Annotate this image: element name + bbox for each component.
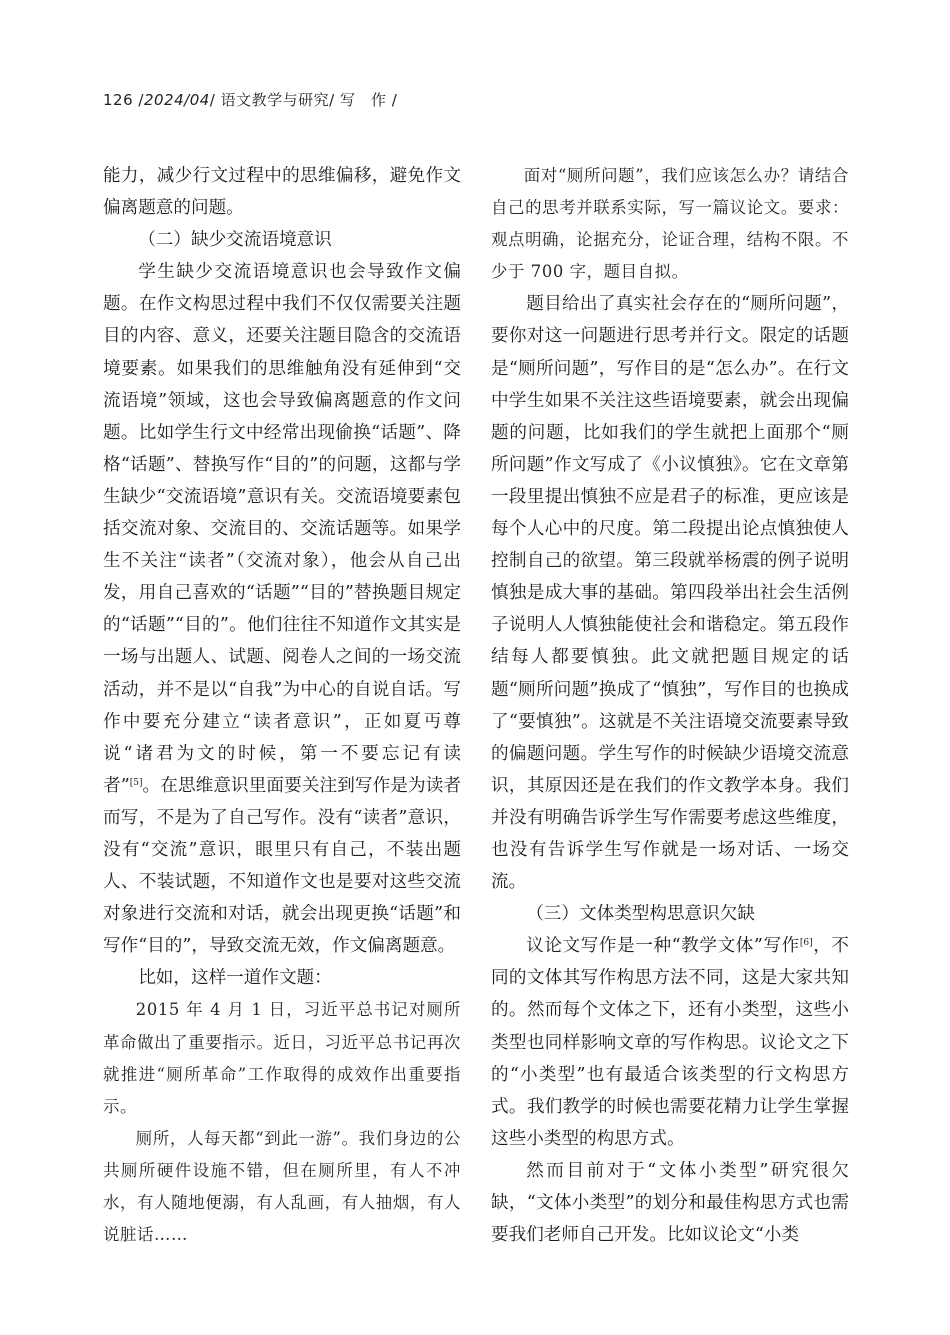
quote-prompt-2: 厕所，人每天都“到此一游”。我们身边的公共厕所硬件设施不错，但在厕所里，有人不冲水，有人随地便溺，有人乱画，有人抽烟，有人说脏话……	[103, 1128, 461, 1245]
issue: 2024/04	[143, 91, 210, 109]
quote-prompt-3: 面对“厕所问题”，我们应该怎么办？请结合自己的思考并联系实际，写一篇议论文。要求：观点明确，论据充分，论证合理，结构不限。不少于 700 字，题目自拟。	[491, 166, 849, 282]
running-head: 126 /2024/04/ 语文教学与研究/ 写 作 /	[103, 91, 398, 109]
quote-prompt-1: 2015 年 4 月 1 日，习近平总书记对厕所革命做出了重要指示。近日，习近平总书记再次就推进“厕所革命”工作取得的成效作出重要指示。	[103, 1000, 461, 1116]
left-column	[103, 160, 461, 1251]
section-heading-3: （三）文体类型构思意识欠缺	[526, 904, 755, 925]
paragraph-context-awareness	[103, 256, 461, 962]
paragraph-text: ，不同的文体其写作构思方法不同，这是大家共知的。然而每个文体之下，还有小类型，这些小类型也同样影响文章的写作构思。议论文之下的“小类型”也有最适合该类型的行文构思方式。我们教学的时候也需要花精力让学生掌握这些小类型的构思方式。	[491, 936, 849, 1149]
paragraph-genre	[491, 930, 849, 1155]
paragraph-text: 。在思维意识里面要关注到写作是为读者而写，不是为了自己写作。没有“读者”意识，没有“交流”意识，眼里只有自己，不装出题人、不装试题，不知道作文也是要对这些交流对象进行交流和对话，就会出现更换“话题”和写作“目的”，导致交流无效，作文偏离题意。	[103, 775, 461, 957]
paragraph-text: 学生缺少交流语境意识也会导致作文偏题。在作文构思过程中我们不仅仅需要关注题目的内容、意义，还要关注题目隐含的交流语境要素。如果我们的思维触角没有延伸到“交流语境”领域，这也会导致偏离题意的作文问题。比如学生行文中经常出现偷换“话题”、降格“话题”、替换写作“目的”的问题，这都与学生缺少“交流语境”意识有关。交流语境要素包括交流对象、交流目的、交流话题等。如果学生不关注“读者”（交流对象），他会从自己出发，用自己喜欢的“话题”“目的”替换题目规定的“话题”“目的”。他们往往不知道作文其实是一场与出题人、试题、阅卷人之间的一场交流活动，并不是以“自我”为中心的自说自话。写作中要充分建立“读者意识”，正如夏丏尊说“诸君为文的时候，第一不要忘记有读者”	[103, 262, 461, 796]
citation-ref-6: [6]	[799, 938, 813, 949]
paragraph-continued: 能力，减少行文过程中的思维偏移，避免作文偏离题意的问题。	[103, 166, 461, 219]
journal-name: 语文教学与研究	[220, 91, 330, 109]
page-number: 126	[103, 91, 134, 109]
section-heading-2: （二）缺少交流语境意识	[138, 230, 332, 251]
right-column	[491, 160, 849, 1251]
paragraph-subtypes: 然而目前对于“文体小类型”研究很欠缺，“文体小类型”的划分和最佳构思方式也需要我们老师自己开发。比如议论文“小类	[491, 1160, 849, 1246]
paragraph-example-intro: 比如，这样一道作文题：	[138, 968, 332, 989]
paragraph-text: 议论文写作是一种“教学文体”写作	[526, 936, 800, 957]
citation-ref-5: [5]	[129, 777, 143, 788]
paragraph-analysis: 题目给出了真实社会存在的“厕所问题”，要你对这一问题进行思考并行文。限定的话题是“厕所问题”，写作目的是“怎么办”。在行文中学生如果不关注这些语境要素，就会出现偏题的问题，比如我们的学生就把上面那个“厕所问题”作文写成了《小议慎独》。它在文章第一段里提出慎独不应是君子的标准，更应该是每个人心中的尺度。第二段提出论点慎独使人控制自己的欲望。第三段就举杨震的例子说明慎独是成大事的基础。第四段举出社会生活例子说明人人慎独能使社会和谐稳定。第五段作结每人都要慎独。此文就把题目规定的话题“厕所问题”换成了“慎独”，写作目的也换成了“要慎独”。这就是不关注语境交流要素导致的偏题问题。学生写作的时候缺少语境交流意识，其原因还是在我们的作文教学本身。我们并没有明确告诉学生写作需要考虑这些维度，也没有告诉学生写作就是一场对话、一场交流。	[491, 294, 849, 893]
section-name: 写 作	[339, 91, 387, 109]
